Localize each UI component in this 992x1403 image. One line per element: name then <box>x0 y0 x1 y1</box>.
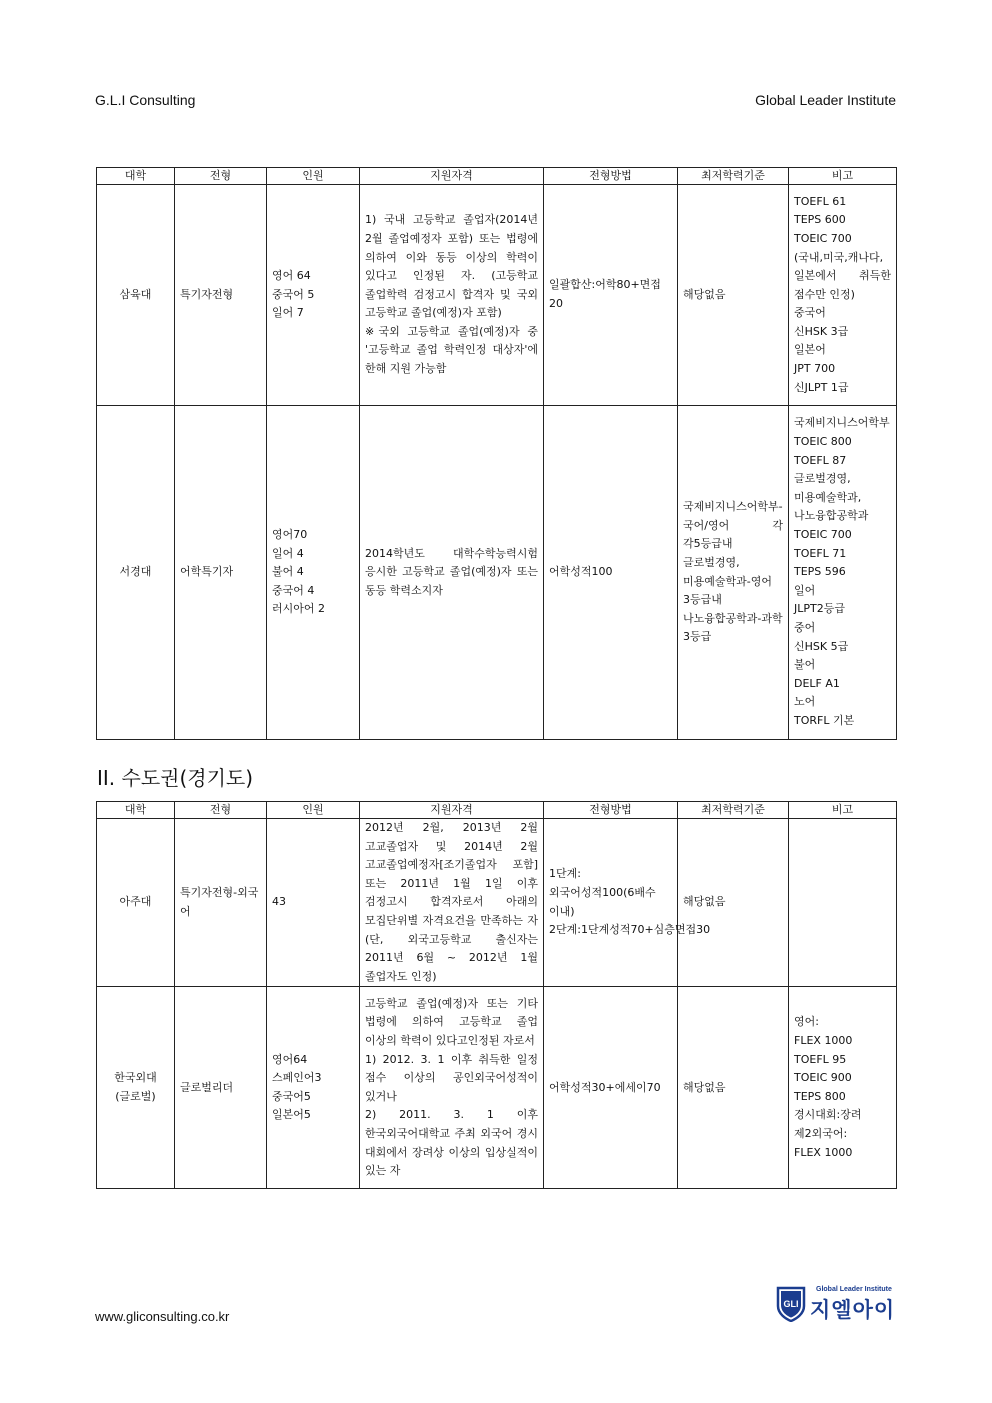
cell-quota: 43 <box>267 819 360 987</box>
shield-icon <box>776 1286 806 1322</box>
logo-korean-name: 지엘아이 <box>810 1298 896 1322</box>
col-header-min-standard: 최저학력기준 <box>678 802 789 819</box>
table-row <box>97 185 897 406</box>
cell-type: 글로벌리더 <box>175 987 267 1189</box>
table-header-row <box>97 168 897 185</box>
cell-qualification: 1) 국내 고등학교 졸업자(2014년 2월 졸업예정자 포함) 또는 법령에 의하여 이와 동등 이상의 학력이 있다고 인정된 자. (고등학교 졸업학력 검정고시 합격자 및 국외 고등학교 졸업(예정)자 포함) ※국외 고등학교 졸업(예정)자 중 '고등학교 졸업 학력인정 대상자'에 한해 지원 가능함 <box>360 185 544 406</box>
cell-univ: 삼육대 <box>97 185 175 406</box>
cell-note: 영어: FLEX 1000 TOEFL 95 TOEIC 900 TEPS 800 경시대회:장려 제2외국어: FLEX 1000 <box>789 987 897 1189</box>
col-header-type: 전형 <box>175 802 267 819</box>
admission-table-2 <box>96 801 897 1189</box>
cell-univ: 아주대 <box>97 819 175 987</box>
cell-qualification: 고등학교 졸업(예정)자 또는 기타 법령에 의하여 고등학교 졸업 이상의 학력이 있다고인정된 자로서 1) 2012. 3. 1 이후 취득한 일정 점수 이상의 공인외국어성적이 있거나 2) 2011. 3. 1 이후 한국외국어대학교 주최 외국어 경시 대회에서 장려상 이상의 입상실적이 있는 자 <box>360 987 544 1189</box>
col-header-univ: 대학 <box>97 802 175 819</box>
cell-qualification: 2014학년도 대학수학능력시험 응시한 고등학교 졸업(예정)자 또는 동등 학력소지자 <box>360 406 544 740</box>
cell-min-standard: 해당없음 <box>678 185 789 406</box>
cell-method: 일괄합산:어학80+면접20 <box>544 185 678 406</box>
cell-quota: 영어 64 중국어 5 일어 7 <box>267 185 360 406</box>
cell-type: 특기자전형 <box>175 185 267 406</box>
cell-type: 특기자전형-외국어 <box>175 819 267 987</box>
cell-note <box>789 819 897 987</box>
col-header-quota: 인원 <box>267 168 360 185</box>
section-title: II. 수도권(경기도) <box>97 766 254 790</box>
cell-method: 어학성적30+에세이70 <box>544 987 678 1189</box>
cell-univ: 한국외대 (글로벌) <box>97 987 175 1189</box>
cell-quota: 영어70 일어 4 불어 4 중국어 4 러시아어 2 <box>267 406 360 740</box>
gli-logo <box>776 1284 896 1324</box>
header-institute: Global Leader Institute <box>755 92 896 108</box>
table-header-row <box>97 802 897 819</box>
cell-min-standard: 해당없음 <box>678 987 789 1189</box>
cell-method: 1단계:외국어성적100(6배수 이내) 2단계:1단계성적70+심층면접30 <box>544 819 678 987</box>
table-row <box>97 406 897 740</box>
table-row <box>97 987 897 1189</box>
cell-note: TOEFL 61 TEPS 600 TOEIC 700 (국내,미국,캐나다,일본에서 취득한 점수만 인정) 중국어 신HSK 3급 일본어 JPT 700 신JLPT 1급 <box>789 185 897 406</box>
cell-min-standard: 국제비지니스어학부-국어/영어 각 각5등급내 글로벌경영, 미용예술학과-영어 3등급내 나노융합공학과-과학 3등급 <box>678 406 789 740</box>
col-header-method: 전형방법 <box>544 802 678 819</box>
col-header-note: 비고 <box>789 168 897 185</box>
logo-mark-text: GLI <box>783 1299 799 1309</box>
table-row <box>97 819 897 987</box>
col-header-method: 전형방법 <box>544 168 678 185</box>
cell-quota: 영어64 스페인어3 중국어5 일본어5 <box>267 987 360 1189</box>
admission-table-1 <box>96 167 897 740</box>
cell-type: 어학특기자 <box>175 406 267 740</box>
cell-qualification: 2012년 2월, 2013년 2월 고교졸업자 및 2014년 2월 고교졸업예정자[조기졸업자 포함] 또는 2011년 1월 1일 이후 검정고시 합격자로서 아래의 모집단위별 자격요건을 만족하는 자(단, 외국고등학교 출신자는 2011년 6월 ~ 2012년 1월 졸업자도 인정) <box>360 819 544 987</box>
cell-univ: 서경대 <box>97 406 175 740</box>
cell-min-standard: 해당없음 <box>678 819 789 987</box>
col-header-univ: 대학 <box>97 168 175 185</box>
col-header-qualification: 지원자격 <box>360 168 544 185</box>
col-header-type: 전형 <box>175 168 267 185</box>
col-header-qualification: 지원자격 <box>360 802 544 819</box>
logo-english-name: Global Leader Institute <box>816 1286 892 1293</box>
col-header-min-standard: 최저학력기준 <box>678 168 789 185</box>
footer-url: www.gliconsulting.co.kr <box>95 1309 230 1324</box>
cell-note: 국제비지니스어학부 TOEIC 800 TOEFL 87 글로벌경영,미용예술학과,나노융합공학과 TOEIC 700 TOEFL 71 TEPS 596 일어 JLPT2등급 중어 신HSK 5급 불어 DELF A1 노어 TORFL 기본 <box>789 406 897 740</box>
col-header-quota: 인원 <box>267 802 360 819</box>
cell-method: 어학성적100 <box>544 406 678 740</box>
header-company: G.L.I Consulting <box>95 92 196 108</box>
col-header-note: 비고 <box>789 802 897 819</box>
